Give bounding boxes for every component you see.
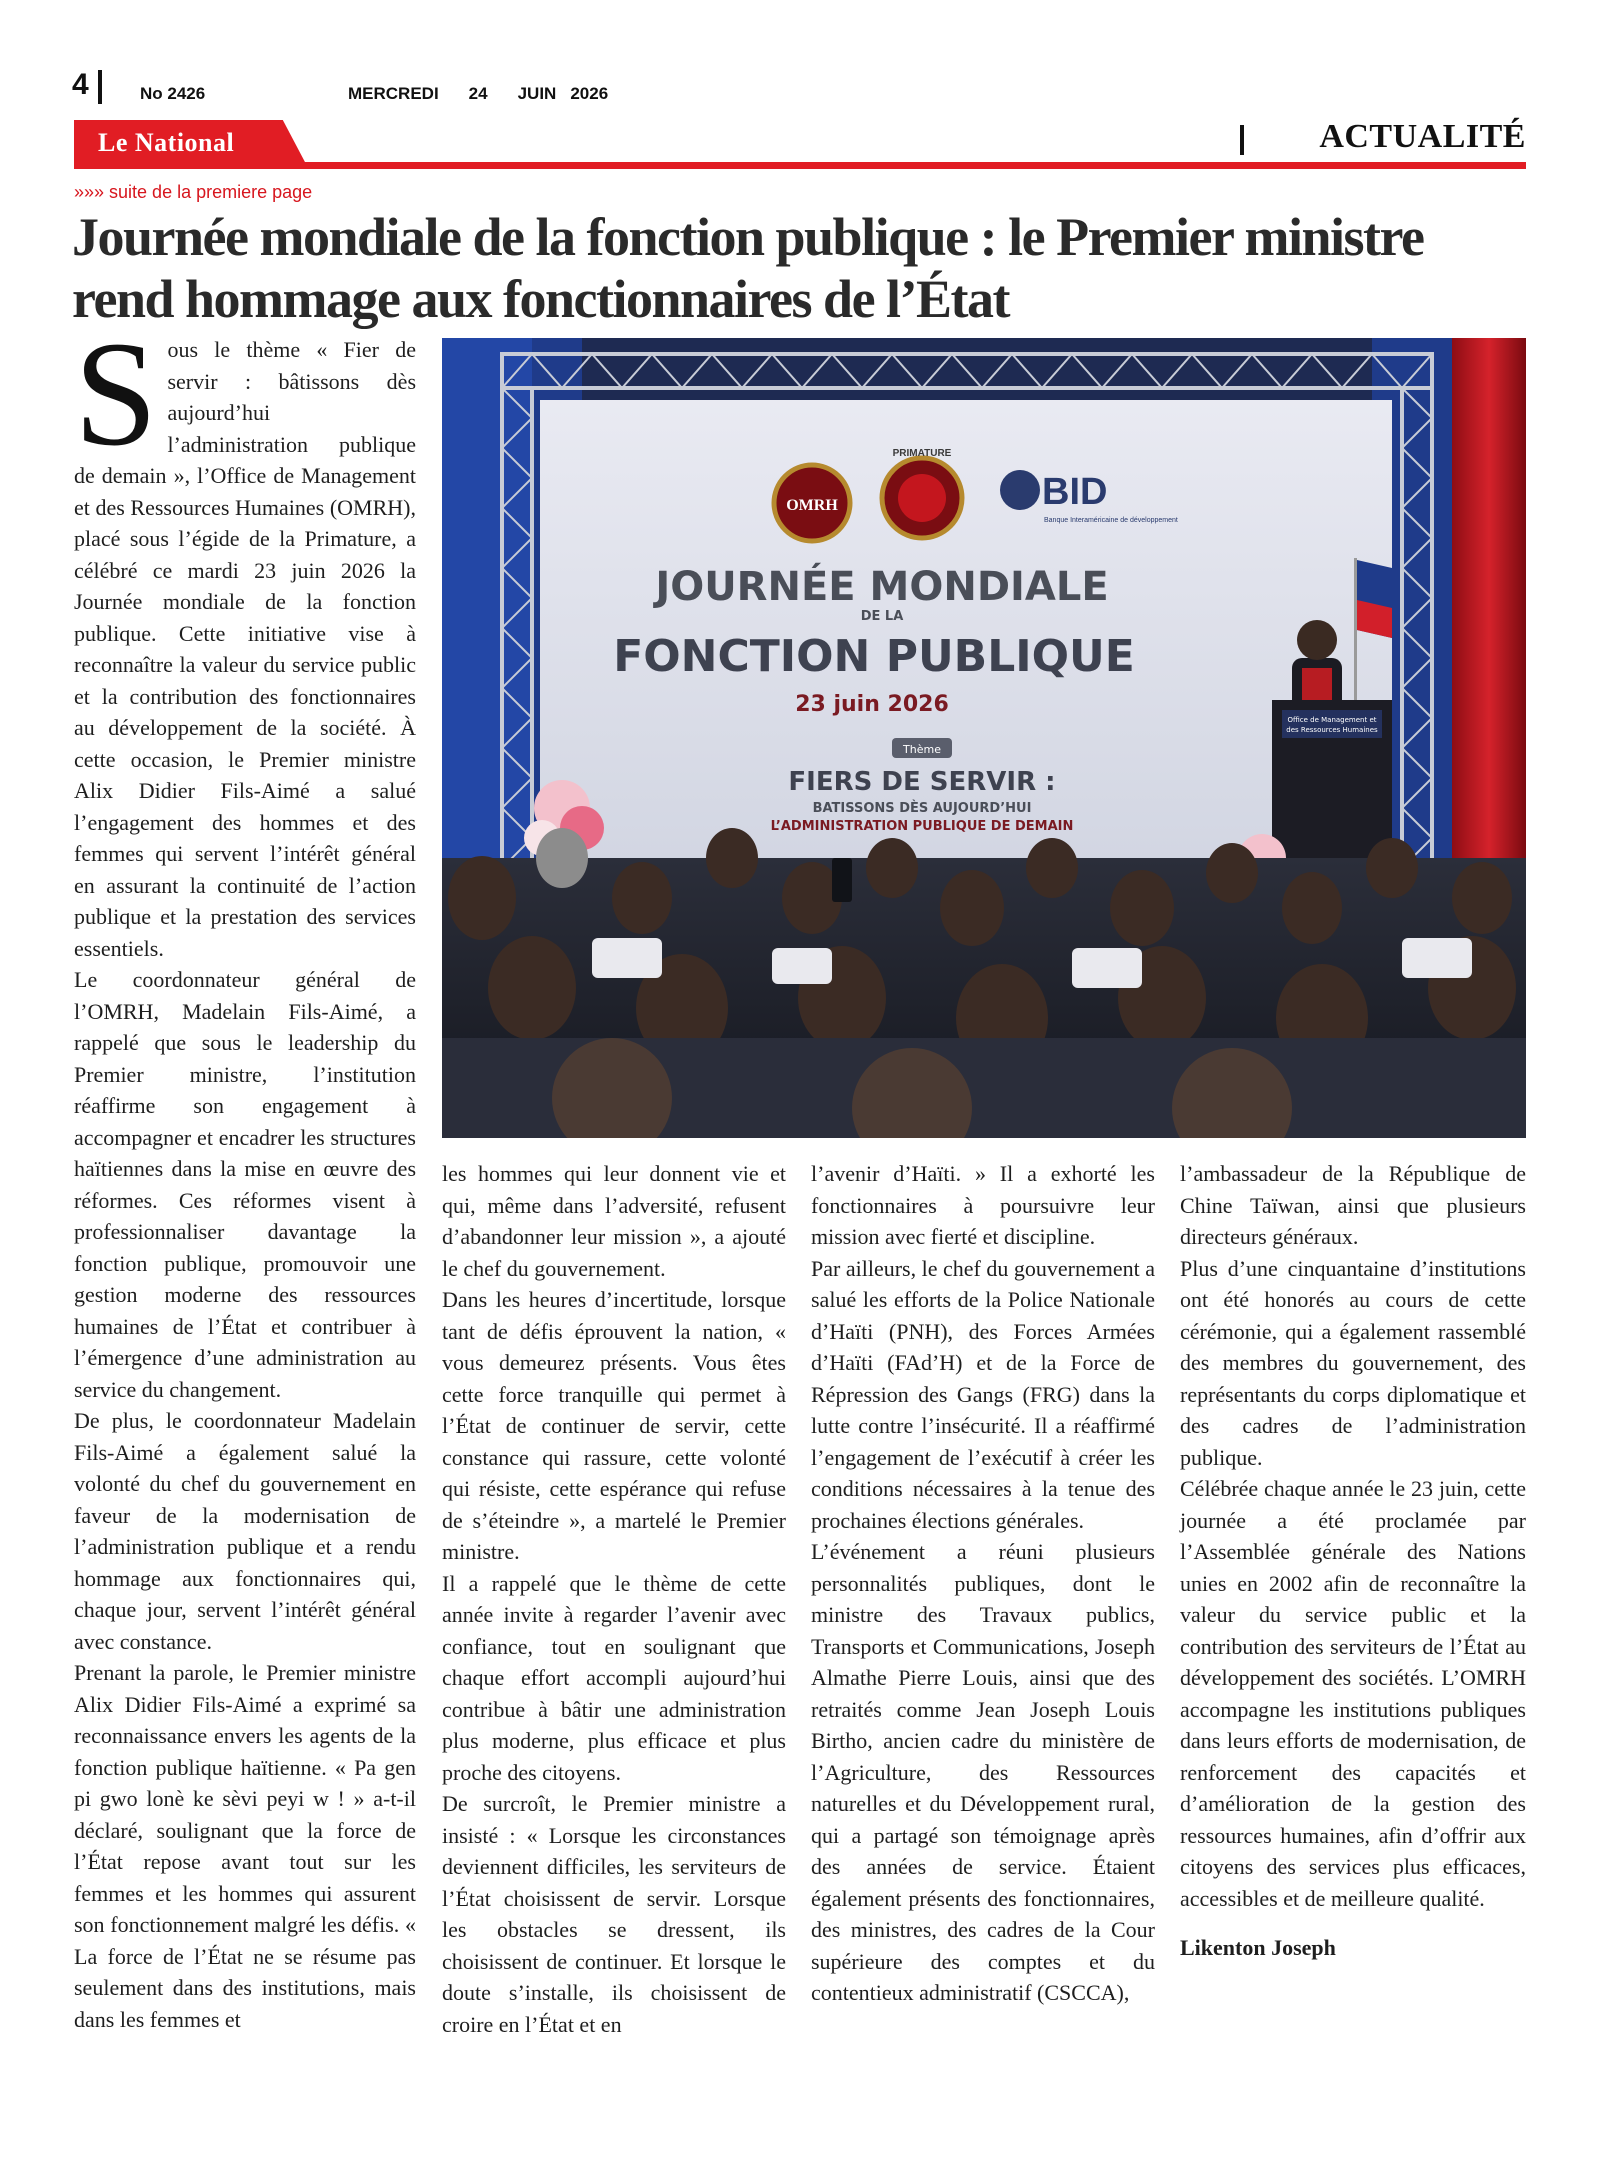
- section-title: ACTUALITÉ: [1319, 118, 1526, 155]
- newspaper-logo: Le National: [98, 128, 235, 157]
- date-year: 2026: [570, 84, 609, 103]
- date-month: JUIN: [517, 84, 557, 103]
- screen-title-line2: DE LA: [860, 609, 904, 624]
- header-rule: [74, 162, 1526, 169]
- section-divider: [1240, 125, 1244, 155]
- screen-theme-sub1: BATISSONS DÈS AUJOURD’HUI: [812, 801, 1032, 816]
- article-paragraph: l’avenir d’Haïti. » Il a exhorté les fonctionnaires à poursuivre leur mission avec fierté et discipline.: [811, 1161, 1155, 1249]
- page-number-divider: [98, 70, 102, 104]
- publication-date: [348, 84, 638, 104]
- paragraph-text: ous le thème « Fier de servir : bâtissons dès aujourd’hui l’administration publique de demain », l’Office de Management et des Ressources Humaines (OMRH), placé sous l’égide de la Primature, a célébré ce mardi 23 juin 2026 la Journée mondiale de la fonction publique. Cette initiative vise à reconnaître la valeur du service public et la contribution des fonctionnaires au développement de la société. À cette occasion, le Premier ministre Alix Didier Fils-Aimé a salué l’engagement des hommes et des femmes qui servent l’intérêt général en assurant la continuité de l’action publique et la prestation des services essentiels.: [74, 337, 416, 961]
- screen-event-date: 23 juin 2026: [795, 692, 949, 717]
- podium-sign-line2: des Ressources Humaines: [1286, 726, 1378, 734]
- continued-label: »»» suite de la premiere page: [74, 182, 313, 202]
- article-paragraph: Plus d’une cinquantaine d’institutions ont été honorés au cours de cette cérémonie, qui a également rassemblé des membres du gouvernement, des représentants du corps diplomatique et des cadres de l’administration publique.: [1180, 1255, 1526, 1470]
- article-paragraph: L’événement a réuni plusieurs personnalités publiques, dont le ministre des Travaux publics, Transports et Communications, Joseph Almathe Pierre Louis, ainsi que des retraités comme Jean Joseph Louis Birtho, ancien cadre du ministère de l’Agriculture, des Ressources naturelles et du Développement rural, qui a partagé son témoignage après des années de service. Étaient également présents des fonctionnaires, des ministres, des cadres de la Cour supérieure des comptes et du contentieux administratif (CSCCA),: [811, 1539, 1155, 2005]
- omrh-logo: OMRH: [786, 497, 838, 514]
- issue-number: No 2426: [140, 84, 206, 103]
- article-column-2: [442, 1158, 786, 2040]
- article-paragraph: Prenant la parole, le Premier ministre Alix Didier Fils-Aimé a exprimé sa reconnaissance envers les agents de la fonction publique haïtienne. « Pa gen pi gwo lonè ke sèvi peyi w ! » a-t-il déclaré, soulignant que la force de l’État repose avant tout sur les femmes et les hommes qui assurent son fonctionnement malgré les défis. « La force de l’État ne se résume pas seulement dans des institutions, mais dans les femmes et: [74, 1660, 416, 2032]
- article-column-3: [811, 1158, 1155, 2009]
- drop-cap: S: [74, 311, 158, 477]
- article-paragraph: [74, 311, 416, 964]
- screen-theme-sub2: L’ADMINISTRATION PUBLIQUE DE DEMAIN: [770, 819, 1074, 834]
- podium-sign-line1: Office de Management et: [1287, 716, 1377, 724]
- date-day: 24: [468, 84, 488, 103]
- article-paragraph: De plus, le coordonnateur Madelain Fils-Aimé a également salué la volonté du chef du gouvernement en faveur de la modernisation de l’administration publique et a rendu hommage aux fonctionnaires qui, chaque jour, servent l’intérêt général avec constance.: [74, 1408, 416, 1654]
- article-byline: Likenton Joseph: [1180, 1935, 1336, 1960]
- article-paragraph: Célébrée chaque année le 23 juin, cette journée a été proclamée par l’Assemblée générale des Nations unies en 2002 afin de reconnaître la valeur du service public et la contribution des serviteurs de l’État au développement des sociétés. L’OMRH accompagne les institutions publiques dans leurs efforts de modernisation, de renforcement des capacités et d’amélioration de la gestion des ressources humaines, afin d’offrir aux citoyens des services plus efficaces, accessibles et de meilleure qualité.: [1180, 1476, 1526, 1911]
- article-paragraph: Dans les heures d’incertitude, lorsque tant de défis éprouvent la nation, « vous demeurez présents. Vous êtes cette force tranquille qui permet à l’État de continuer de servir, cette constance qui rassure, cette volonté qui résiste, cette espérance qui refuse de s’éteindre », a martelé le Premier ministre.: [442, 1287, 786, 1564]
- article-photo: [442, 338, 1526, 1138]
- bid-logo: BID: [1042, 471, 1108, 513]
- article-paragraph: les hommes qui leur donnent vie et qui, même dans l’adversité, refusent d’abandonner leur mission », a ajouté le chef du gouvernement.: [442, 1161, 786, 1281]
- article-paragraph: Le coordonnateur général de l’OMRH, Madelain Fils-Aimé, a rappelé que sous le leadership du Premier ministre, l’institution réaffirme son engagement à accompagner et encadrer les structures haïtiennes dans la mise en œuvre des réformes. Ces réformes visent à professionnaliser davantage la fonction publique, promouvoir une gestion moderne des ressources humaines de l’État et contribuer à l’émergence d’une administration au service du changement.: [74, 967, 416, 1402]
- bid-logo-subtitle: Banque Interaméricaine de développement: [1044, 517, 1178, 524]
- screen-title-line1: JOURNÉE MONDIALE: [655, 564, 1109, 610]
- article-paragraph: De surcroît, le Premier ministre a insisté : « Lorsque les circonstances deviennent difficiles, les serviteurs de l’État choisissent de servir. Lorsque les obstacles se dressent, ils choisissent de continuer. Et lorsque le doute s’installe, ils choisissent de croire en l’État et en: [442, 1791, 786, 2037]
- article-paragraph: Il a rappelé que le thème de cette année invite à regarder l’avenir avec confiance, tout en soulignant que chaque effort accompli aujourd’hui contribue à bâtir une administration plus moderne, plus efficace et plus proche des citoyens.: [442, 1570, 786, 1785]
- article-column-1: [74, 311, 416, 2035]
- screen-theme: FIERS DE SERVIR :: [788, 767, 1056, 797]
- screen-title-line3: FONCTION PUBLIQUE: [613, 631, 1135, 682]
- screen-theme-label: Thème: [903, 743, 941, 756]
- date-weekday: MERCREDI: [348, 84, 439, 103]
- article-paragraph: l’ambassadeur de la République de Chine Taïwan, ainsi que plusieurs directeurs généraux.: [1180, 1161, 1526, 1249]
- primature-logo: PRIMATURE: [892, 448, 952, 459]
- event-photo-illustration: [442, 338, 1526, 1138]
- article-headline: Journée mondiale de la fonction publique : le Premier ministre rend hommage aux fonctionnaires de l’État: [72, 207, 1424, 329]
- article-paragraph: Par ailleurs, le chef du gouvernement a salué les efforts de la Police Nationale d’Haïti (PNH), des Forces Armées d’Haïti (FAd’H) et de la Force de Répression des Gangs (FRG) dans la lutte contre l’insécurité. Il a réaffirmé l’engagement de l’exécutif à créer les conditions nécessaires à la tenue des prochaines élections générales.: [811, 1255, 1155, 1533]
- article-column-4: [1180, 1158, 1526, 1964]
- page-number: 4: [72, 68, 89, 101]
